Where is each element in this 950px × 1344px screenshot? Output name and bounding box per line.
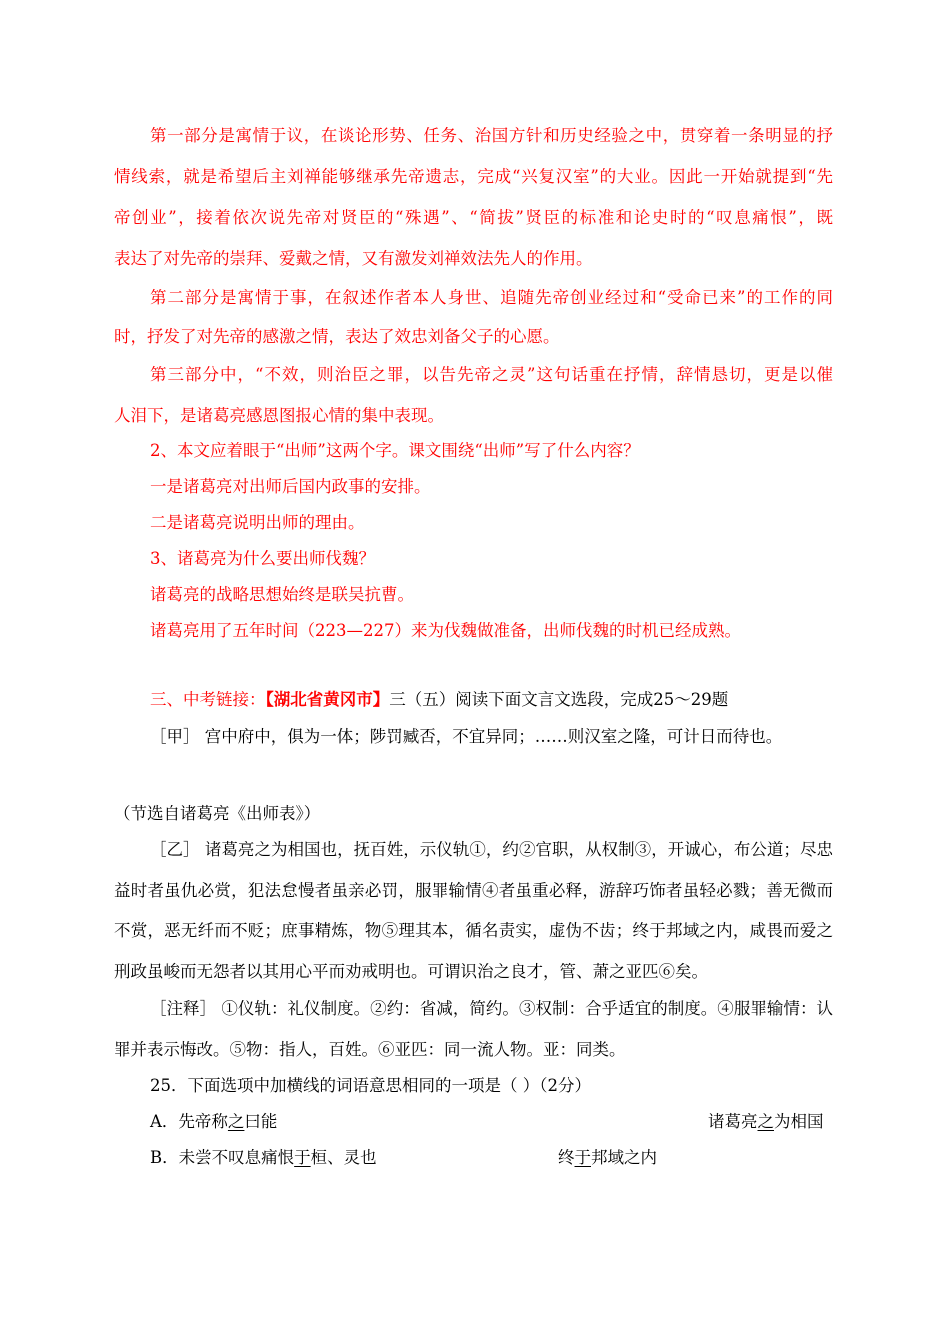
option-a-right-underlined: 之	[757, 1112, 774, 1131]
passage-yi-line-4: 刑政虽峻而无怨者以其用心平而劝戒明也。可谓识治之良才，管、萧之亚匹⑥矣。	[114, 962, 708, 981]
option-a-left	[150, 1111, 277, 1133]
option-b-right-underlined: 于	[574, 1148, 591, 1167]
exam-heading-prefix: 三、中考链接：	[150, 690, 266, 709]
passage-yi-line-3: 不赏，恶无纤而不贬；庶事精炼，物⑤理其本，循名责实，虚伪不齿；终于邦域之内，咸畏而爱之	[114, 921, 833, 940]
passage-yi-line-2: 益时者虽仇必赏，犯法怠慢者虽亲必罚，服罪输情④者虽重必释，游辞巧饰者虽轻必戮；善无微而	[114, 881, 833, 900]
question-3: 3、诸葛亮为什么要出师伐魏？	[150, 549, 375, 568]
option-b-right-text: 终	[558, 1148, 575, 1167]
option-b-left-text-end: 桓、灵也	[310, 1148, 377, 1167]
option-a-right-text-end: 为相国	[774, 1112, 824, 1131]
option-b-right-text-end: 邦域之内	[591, 1148, 657, 1167]
option-b-right	[558, 1147, 657, 1169]
question-2-answer-2: 二是诸葛亮说明出师的理由。	[150, 513, 365, 532]
part2-line-1: 第二部分是寓情于事，在叙述作者本人身世、追随先帝创业经过和“受命已来”的工作的同	[150, 288, 833, 307]
option-a-right	[708, 1111, 824, 1133]
exam-heading-rest: 三（五）阅读下面文言文选段，完成25～29题	[389, 690, 729, 709]
part1-line-4: 表达了对先帝的崇拜、爱戴之情，又有激发刘禅效法先人的作用。	[114, 249, 593, 268]
passage-jia-source: （节选自诸葛亮《出师表》）	[114, 804, 321, 823]
passage-jia: ［甲］ 宫中府中，俱为一体；陟罚臧否，不宜异同；……则汉室之隆，可计日而待也。	[150, 727, 783, 746]
part1-line-3: 帝创业”，接着依次说先帝对贤臣的“殊遇”、“简拔”贤臣的标准和论史时的“叹息痛恨”，既	[114, 208, 833, 227]
option-b-left-text: B．未尝不叹息痛恨	[150, 1148, 295, 1167]
option-b-left	[150, 1147, 377, 1169]
passage-yi-line-1: ［乙］ 诸葛亮之为相国也，抚百姓，示仪轨①，约②官职，从权制③，开诚心，布公道；尽忠	[150, 840, 833, 859]
question-2: 2、本文应着眼于“出师”这两个字。课文围绕“出师”写了什么内容？	[150, 441, 640, 460]
part3-line-2: 人泪下，是诸葛亮感恩图报心情的集中表现。	[114, 406, 444, 425]
part3-line-1: 第三部分中，“不效，则治臣之罪，以告先帝之灵”这句话重在抒情，辞情恳切，更是以催	[150, 365, 833, 384]
notes-line-1: ［注释］ ①仪轨：礼仪制度。②约：省减，简约。③权制：合乎适宜的制度。④服罪输情：认	[150, 999, 833, 1018]
option-a-left-text: A．先帝称	[150, 1112, 228, 1131]
option-b-left-underlined: 于	[294, 1148, 311, 1167]
option-a-left-text-end: 曰能	[244, 1112, 278, 1131]
question-3-answer-1: 诸葛亮的战略思想始终是联吴抗曹。	[150, 585, 414, 604]
part2-line-2: 时，抒发了对先帝的感激之情，表达了效忠刘备父子的心愿。	[114, 327, 560, 346]
notes-line-2: 罪并表示悔改。⑤物：指人，百姓。⑥亚匹：同一流人物。亚：同类。	[114, 1040, 626, 1059]
exam-heading-source: 【湖北省黄冈市】	[265, 690, 390, 709]
part1-line-1: 第一部分是寓情于议，在谈论形势、任务、治国方针和历史经验之中，贯穿着一条明显的抒	[150, 126, 833, 145]
option-a-right-text: 诸葛亮	[708, 1112, 758, 1131]
question-2-answer-1: 一是诸葛亮对出师后国内政事的安排。	[150, 477, 431, 496]
exam-heading	[150, 689, 728, 711]
question-25: 25．下面选项中加横线的词语意思相同的一项是（ ）（2分）	[150, 1076, 591, 1095]
question-3-answer-2: 诸葛亮用了五年时间（223—227）来为伐魏做准备，出师伐魏的时机已经成熟。	[150, 621, 741, 640]
part1-line-2: 情线索，就是希望后主刘禅能够继承先帝遗志，完成“兴复汉室”的大业。因此一开始就提到“先	[114, 167, 833, 186]
option-a-left-underlined: 之	[227, 1112, 245, 1131]
